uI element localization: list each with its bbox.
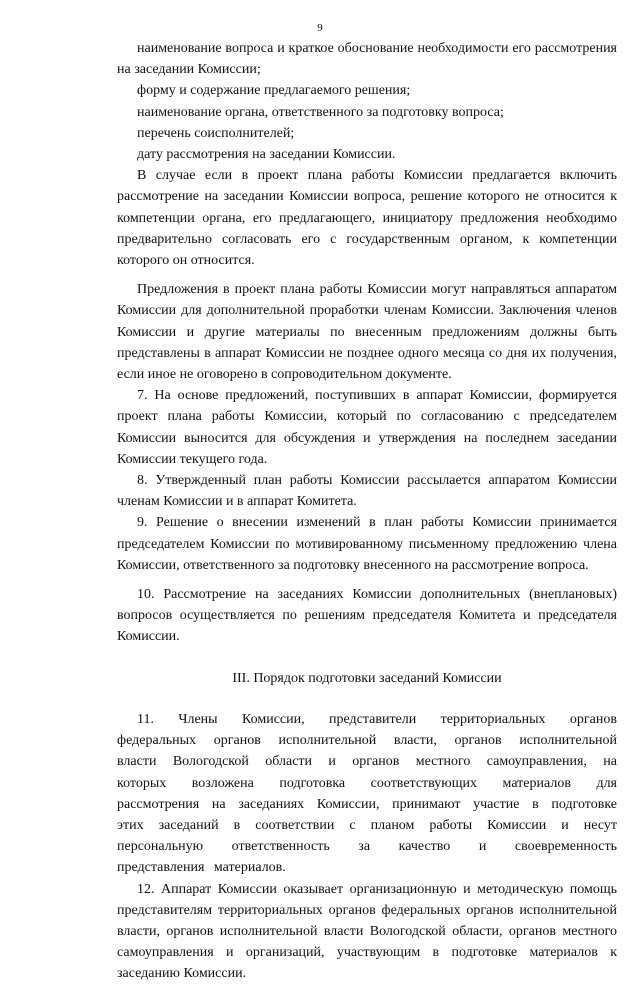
paragraph-gap [117,271,617,279]
document-body [117,38,617,985]
paragraph-item-responsible-body: наименование органа, ответственного за подготовку вопроса; [137,104,504,120]
paragraph-item-review-date: дату рассмотрения на заседании Комиссии. [137,147,396,163]
page-number: 9 [317,22,323,34]
paragraph-7: 7. На основе предложений, поступивших в аппарат Комиссии, формируется проект плана работы Комиссии, который по согласованию с председателем Комиссии выносится для обсуждения и утверждения на последнем заседании Комиссии текущего года. [117,388,617,467]
paragraph-9: 9. Решение о внесении изменений в план работы Комиссии принимается председателем Комиссии по мотивированному письменному предложению члена Комиссии, ответственного за подготовку внесенного на рассмотрение вопроса. [117,515,617,573]
section-heading: III. Порядок подготовки заседаний Комиссии [232,670,502,686]
paragraph-8: 8. Утвержденный план работы Комиссии рассылается аппаратом Комиссии членам Комиссии и в аппарат Комитета. [117,473,617,510]
paragraph-item-form: форму и содержание предлагаемого решения; [137,83,411,99]
paragraph-proposals: Предложения в проект плана работы Комиссии могут направляться аппаратом Комиссии для дополнительной проработки членам Комиссии. Заключения членов Комиссии и другие материалы по внесенным предложениям должны быть представлены в аппарат Комиссии не позднее одного месяца со дня их получения, если иное не оговорено в сопроводительном документе. [117,282,617,383]
paragraph-10: 10. Рассмотрение на заседаниях Комиссии дополнительных (внеплановых) вопросов осуществляется по решениям председателя Комитета и председателя Комиссии. [117,587,617,645]
paragraph-11: 11. Члены Комиссии, представители территориальных органов федеральных органов исполнительной власти, органов исполнительной власти Вологодской области и органов местного самоуправления, на которых возложена подготовка соответствующих материалов для рассмотрения на заседаниях Комиссии, принимают участие в подготовке этих заседаний в соответствии с планом работы Комиссии и несут персональную ответственность за качество и своевременность представления материалов. [117,711,617,876]
paragraph-item-co-executors: перечень соисполнителей; [137,125,295,141]
paragraph-item-naming: наименование вопроса и краткое обоснование необходимости его рассмотрения на заседании Комиссии; [117,41,617,78]
paragraph-gap [117,576,617,584]
paragraph-competence-agreement: В случае если в проект плана работы Комиссии предлагается включить рассмотрение на заседании Комиссии вопроса, решение которого не относится к компетенции органа, его предлагающего, инициатору предложения необходимо предварительно согласовать его с государственным органом, к компетенции которого он относится. [117,168,617,269]
paragraph-12: 12. Аппарат Комиссии оказывает организационную и методическую помощь представителям территориальных органов федеральных органов исполнительной власти, органов исполнительной власти Вологодской области, органов местного самоуправления и организаций, участвующим в подготовке материалов к заседанию Комиссии. [117,881,617,982]
